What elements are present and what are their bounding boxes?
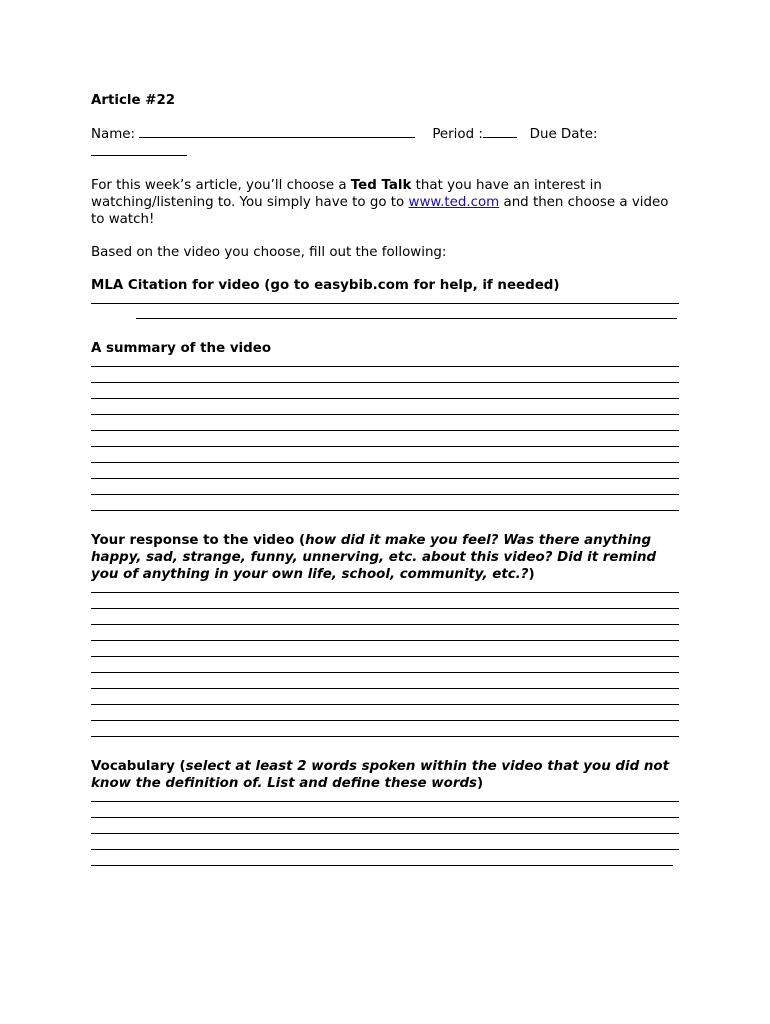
response-line[interactable] — [91, 720, 679, 721]
response-heading-close: ) — [528, 567, 535, 582]
vocabulary-line[interactable] — [91, 865, 673, 866]
summary-line[interactable] — [91, 446, 679, 447]
intro-text-1: For this week’s article, you’ll choose a — [91, 178, 351, 193]
name-field[interactable] — [139, 125, 415, 138]
response-line[interactable] — [91, 592, 679, 593]
summary-line[interactable] — [91, 494, 679, 495]
name-label: Name: — [91, 127, 136, 142]
summary-line[interactable] — [91, 478, 679, 479]
ted-talk-bold: Ted Talk — [350, 178, 412, 193]
response-heading — [91, 532, 681, 583]
summary-line[interactable] — [91, 430, 679, 431]
response-line[interactable] — [91, 640, 679, 641]
summary-line[interactable] — [91, 366, 679, 367]
response-heading-lead: Your response to the video ( — [91, 533, 306, 548]
summary-heading: A summary of the video — [91, 341, 272, 356]
instruction-text: Based on the video you choose, fill out the following: — [91, 245, 447, 260]
response-line[interactable] — [91, 704, 679, 705]
summary-line[interactable] — [91, 462, 679, 463]
response-line[interactable] — [91, 656, 679, 657]
summary-line[interactable] — [91, 382, 679, 383]
response-line[interactable] — [91, 608, 679, 609]
intro-paragraph — [91, 177, 681, 228]
article-title: Article #22 — [91, 93, 176, 108]
citation-line[interactable] — [91, 303, 679, 304]
vocabulary-line[interactable] — [91, 801, 679, 802]
due-date-label: Due Date: — [529, 127, 598, 142]
worksheet-page — [91, 92, 681, 866]
vocabulary-heading-close: ) — [477, 776, 484, 791]
response-line[interactable] — [91, 624, 679, 625]
response-line[interactable] — [91, 672, 679, 673]
response-heading-prompt: how did it make you feel? Was there anything happy, sad, strange, funny, unnerving, etc. about this video? Did it remind you of anything in your own life, school, community, etc.? — [91, 533, 657, 582]
vocabulary-heading-lead: Vocabulary ( — [91, 759, 186, 774]
summary-line[interactable] — [91, 398, 679, 399]
vocabulary-line[interactable] — [91, 849, 679, 850]
vocabulary-line[interactable] — [91, 833, 679, 834]
citation-heading: MLA Citation for video (go to easybib.com for help, if needed) — [91, 278, 560, 293]
period-field[interactable] — [483, 125, 517, 138]
period-label: Period : — [432, 127, 483, 142]
vocabulary-line[interactable] — [91, 817, 679, 818]
intro-text-3: and then choose a video to watch! — [91, 195, 669, 227]
name-period-due-row — [91, 125, 681, 161]
ted-link[interactable]: www.ted.com — [408, 195, 500, 210]
response-line[interactable] — [91, 688, 679, 689]
summary-line[interactable] — [91, 414, 679, 415]
vocabulary-heading-prompt: select at least 2 words spoken within the video that you did not know the definition of. List and define these words — [91, 759, 669, 791]
intro-text-2: that you have an interest in watching/listening to. You simply have to go to — [91, 178, 602, 210]
due-date-field[interactable] — [91, 143, 187, 156]
vocabulary-heading — [91, 758, 681, 792]
